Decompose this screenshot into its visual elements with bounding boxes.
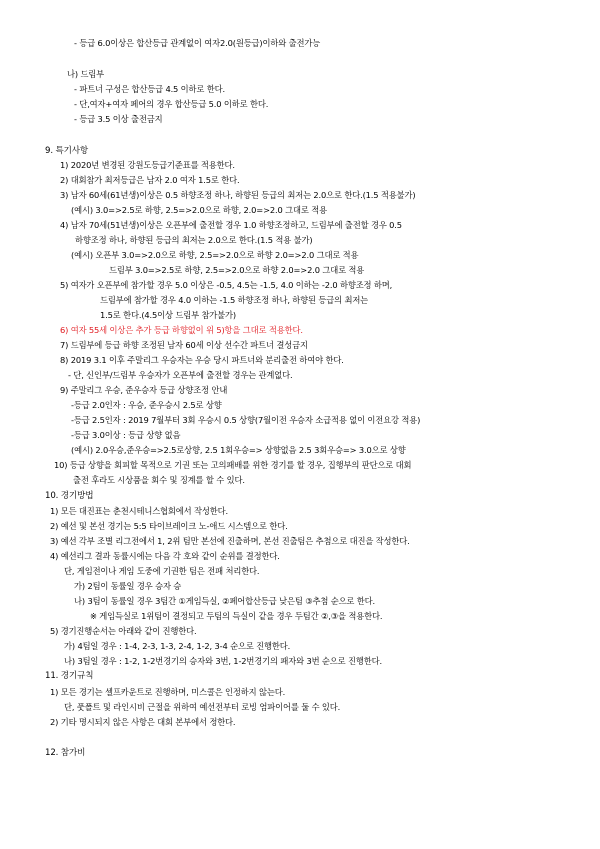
method-item-5: 5) 경기진행순서는 아래와 같이 진행한다. (50, 626, 197, 636)
section-heading-match-method: 10. 경기방법 (45, 491, 94, 501)
method-item-5-four-teams: 가) 4팀일 경우 : 1-4, 2-3, 1-3, 2-4, 1-2, 3-4 순으로 진행한다. (64, 641, 291, 651)
note-item-4-cont: 하향조정 하나, 하향된 등급의 최저는 2.0으로 한다.(1.5 적용 불가) (75, 235, 313, 245)
section-heading-match-rules: 11. 경기규칙 (45, 671, 94, 681)
note-item-3-example: (예시) 3.0=>2.5로 하향, 2.5=>2.0으로 하향, 2.0=>2.0 그대로 적용 (71, 205, 327, 215)
rule-line-grade-6: - 등급 6.0이상은 합산등급 관계없이 여자2.0(원등급)이하와 출전가능 (74, 38, 321, 48)
rules-item-1: 1) 모든 경기는 셀프카운트로 진행하며, 미스콜은 인정하지 않는다. (50, 687, 286, 697)
method-item-4-ga: 가) 2팀이 동률일 경우 승자 승 (74, 581, 182, 591)
note-item-5-cont: 드림부에 참가할 경우 4.0 이하는 -1.5 하향조정 하나, 하향된 등급의 최저는 (100, 295, 369, 305)
note-item-9-grade-3-0: -등급 3.0이상 : 등급 상향 없음 (71, 430, 181, 440)
section-heading-entry-fee: 12. 참가비 (45, 748, 86, 758)
rules-item-2: 2) 기타 명시되지 않은 사항은 대회 본부에서 정한다. (50, 717, 236, 727)
note-item-4-example-dream: 드림부 3.0=>2.5로 하향, 2.5=>2.0으로 하향 2.0=>2.0 그대로 적용 (109, 265, 365, 275)
method-item-2: 2) 예선 및 본선 경기는 5:5 타이브레이크 노-애드 시스템으로 한다. (50, 521, 288, 531)
note-item-4-example-open: (예시) 오픈부 3.0=>2.0으로 하향, 2.5=>2.0으로 하향 2.0=>2.0 그대로 적용 (71, 250, 359, 260)
rules-item-1-cont: 단, 풋폴트 및 라인시비 근절을 위하여 예선전부터 로빙 엄파이어를 둘 수 있다. (64, 702, 341, 712)
note-item-5: 5) 여자가 오픈부에 참가할 경우 5.0 이상은 -0.5, 4.5는 -1.5, 4.0 이하는 -2.0 하향조정 하며, (60, 280, 393, 290)
note-item-4: 4) 남자 70세(51년생)이상은 오픈부에 출전할 경우 1.0 하향조정하고, 드림부에 출전할 경우 0.5 (60, 220, 402, 230)
note-item-9-grade-2-0: -등급 2.0인자 : 우승, 준우승시 2.5로 상향 (71, 400, 222, 410)
rule-line-partner-grade: - 파트너 구성은 합산등급 4.5 이하로 한다. (74, 84, 225, 94)
method-item-4-remark: ※ 게임득실로 1위팀이 결정되고 두팀의 득실이 같을 경우 두팀간 ②,③을 적용한다. (90, 611, 383, 621)
note-item-2: 2) 대회참가 최저등급은 남자 2.0 여자 1.5로 한다. (60, 175, 240, 185)
section-heading-special-notes: 9. 특기사항 (45, 146, 89, 156)
note-item-3: 3) 남자 60세(61년생)이상은 0.5 하향조정 하나, 하향된 등급의 최저는 2.0으로 한다.(1.5 적용불가) (60, 190, 416, 200)
method-item-3: 3) 예선 각부 조별 리그전에서 1, 2위 팀만 본선에 진출하며, 본선 진출팀은 추첨으로 대진을 작성한다. (50, 536, 410, 546)
rule-line-female-pair: - 단,여자+여자 페어의 경우 합산등급 5.0 이하로 한다. (74, 99, 269, 109)
method-item-4-note: 단, 게임전이나 게임 도중에 기권한 팀은 전패 처리한다. (64, 566, 260, 576)
note-item-9: 9) 주말리그 우승, 준우승자 등급 상향조정 안내 (60, 385, 228, 395)
method-item-5-three-teams: 나) 3팀일 경우 : 1-2, 1-2번경기의 승자와 3번, 1-2번경기의 패자와 3번 순으로 진행한다. (64, 656, 382, 666)
note-item-10: 10) 등급 상향을 회피할 목적으로 기권 또는 고의패배를 위한 경기를 할 경우, 집행부의 판단으로 대회 (54, 460, 412, 470)
note-item-5-cont-2: 1.5로 한다.(4.5이상 드림부 참가불가) (100, 310, 236, 320)
note-item-10-cont: 출전 후라도 시상품을 회수 및 징계를 할 수 있다. (73, 475, 245, 485)
note-item-8: 8) 2019 3.1 이후 주말리그 우승자는 우승 당시 파트너와 분리출전 하여야 한다. (60, 355, 344, 365)
note-item-7: 7) 드림부에 등급 하향 조정된 남자 60세 이상 선수간 파트너 결성금지 (60, 340, 308, 350)
note-item-6-highlight: 6) 여자 55세 이상은 추가 등급 하향없이 위 5)항을 그대로 적용한다. (60, 325, 303, 335)
method-item-4: 4) 예선리그 결과 동률시에는 다음 각 호와 같이 순위를 결정한다. (50, 551, 280, 561)
rule-line-grade-3-5-ban: - 등급 3.5 이상 출전금지 (74, 114, 163, 124)
note-item-1: 1) 2020년 변경된 강원도등급기준표를 적용한다. (60, 160, 235, 170)
note-item-8-exception: - 단, 신인부/드림부 우승자가 오픈부에 출전할 경우는 관계없다. (68, 370, 293, 380)
method-item-4-na: 나) 3팀이 동률일 경우 3팀간 ①게임득실, ②페어합산등급 낮은팀 ③추첨 순으로 한다. (74, 596, 376, 606)
method-item-1: 1) 모든 대진표는 춘천시테니스협회에서 작성한다. (50, 506, 228, 516)
note-item-9-example: (예시) 2.0우승,준우승=>2.5로상향, 2.5 1회우승=> 상향없음 2.5 3회우승=> 3.0으로 상향 (71, 445, 406, 455)
subheading-dream-division: 나) 드림부 (67, 69, 105, 79)
note-item-9-grade-2-5: -등급 2.5인자 : 2019 7월부터 3회 우승시 0.5 상향(7월이전 우승자 소급적용 없이 이전요강 적용) (71, 415, 421, 425)
